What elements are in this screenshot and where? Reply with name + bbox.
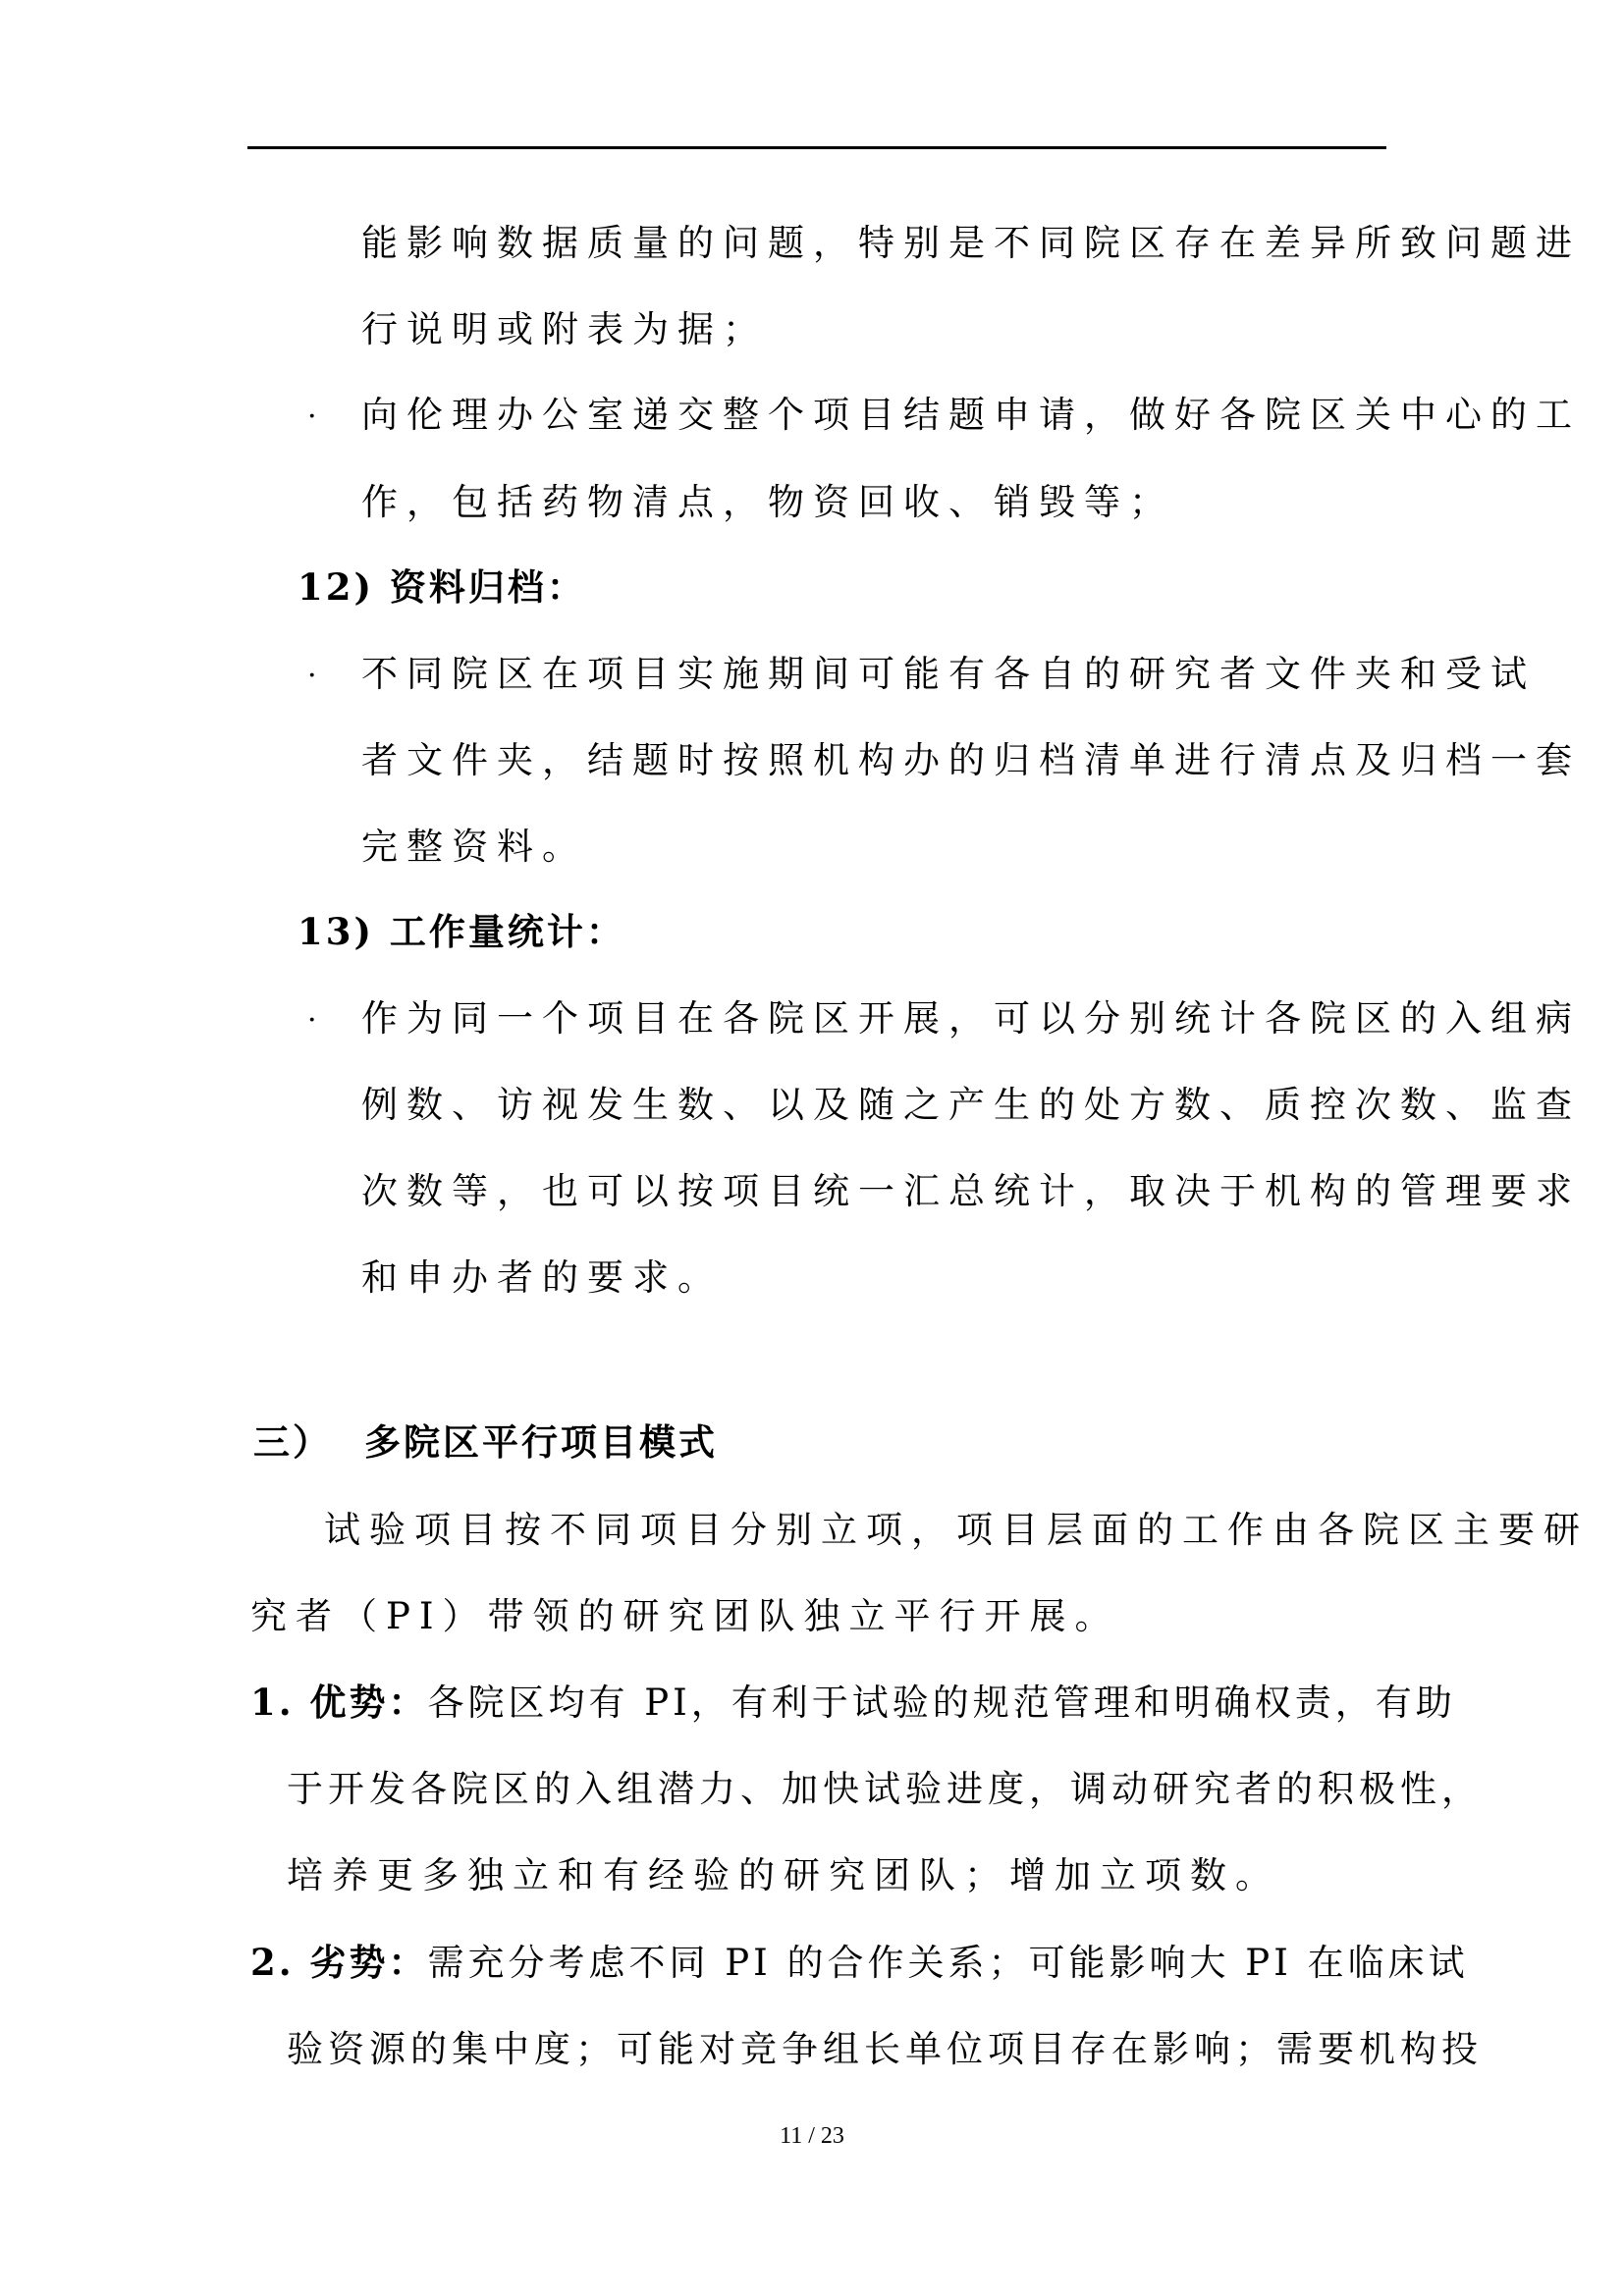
- advantage-line: [250, 1681, 1456, 1724]
- text-line: 例数、访视发生数、以及随之产生的处方数、质控次数、监查: [361, 1084, 1581, 1126]
- text-line: 培养更多独立和有经验的研究团队；增加立项数。: [287, 1854, 1280, 1896]
- item-12-heading: 12) 资料归档：: [298, 565, 586, 609]
- advantage-text: 各院区均有 PI，有利于试验的规范管理和明确权责，有助: [427, 1682, 1456, 1724]
- text-line: 者文件夹，结题时按照机构办的归档清单进行清点及归档一套: [361, 739, 1581, 781]
- bullet-mark: ·: [307, 400, 317, 434]
- advantage-label: 1. 优势：: [250, 1681, 428, 1724]
- text-line: 作，包括药物清点，物资回收、销毁等；: [361, 481, 1174, 523]
- text-line: 不同院区在项目实施期间可能有各自的研究者文件夹和受试: [361, 653, 1536, 695]
- header-rule: [247, 146, 1386, 149]
- text-line: 究者（PI）带领的研究团队独立平行开展。: [250, 1595, 1120, 1637]
- text-line: 能影响数据质量的问题，特别是不同院区存在差异所致问题进: [361, 222, 1581, 264]
- text-line: 试验项目按不同项目分别立项，项目层面的工作由各院区主要研: [324, 1509, 1589, 1551]
- text-line: 作为同一个项目在各院区开展，可以分别统计各院区的入组病: [361, 997, 1581, 1040]
- disadvantage-line: [250, 1941, 1469, 1984]
- text-line: 向伦理办公室递交整个项目结题申请，做好各院区关中心的工: [361, 394, 1581, 436]
- disadvantage-label: 2. 劣势：: [250, 1941, 428, 1984]
- text-line: 行说明或附表为据；: [361, 308, 768, 350]
- page-number: 11 / 23: [780, 2123, 844, 2149]
- text-line: 次数等，也可以按项目统一汇总统计，取决于机构的管理要求: [361, 1170, 1581, 1212]
- text-line: 于开发各院区的入组潜力、加快试验进度，调动研究者的积极性，: [287, 1768, 1483, 1810]
- section-3-number: 三）: [253, 1420, 332, 1464]
- text-line: 验资源的集中度；可能对竞争组长单位项目存在影响；需要机构投: [287, 2028, 1483, 2070]
- text-line: 完整资料。: [361, 826, 587, 868]
- disadvantage-text: 需充分考虑不同 PI 的合作关系；可能影响大 PI 在临床试: [427, 1942, 1469, 1984]
- section-3-title: 多院区平行项目模式: [364, 1420, 718, 1464]
- bullet-mark: ·: [307, 659, 317, 693]
- item-13-heading: 13) 工作量统计：: [298, 910, 625, 953]
- bullet-mark: ·: [307, 1003, 317, 1038]
- text-line: 和申办者的要求。: [361, 1256, 723, 1299]
